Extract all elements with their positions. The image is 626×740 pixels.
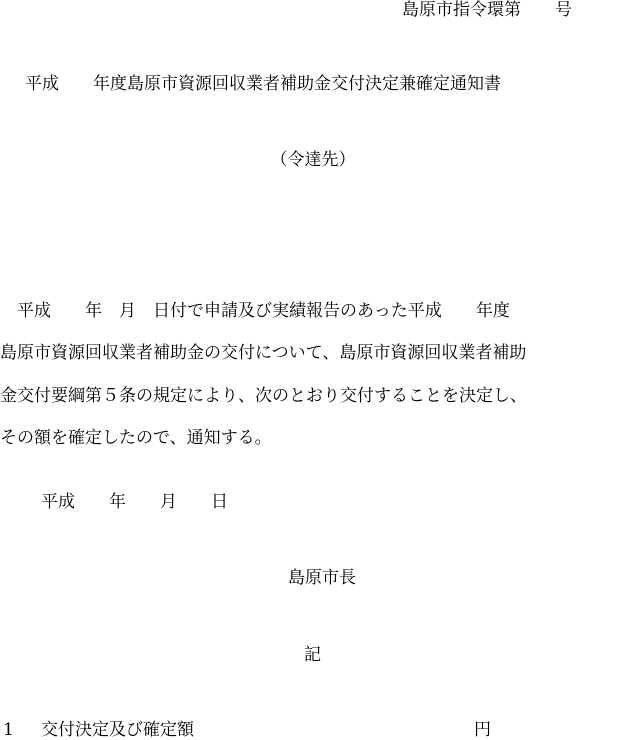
body-line-3: 金交付要綱第５条の規定により、次のとおり交付することを決定し、 (0, 385, 527, 406)
item-unit: 円 (474, 720, 491, 740)
reference-number: 島原市指令環第 号 (402, 0, 572, 20)
body-line-2: 島原市資源回収業者補助金の交付について、島原市資源回収業者補助 (0, 343, 527, 364)
item-label: 交付決定及び確定額 (41, 720, 194, 740)
item-number: 1 (3, 720, 14, 740)
issue-date: 平成 年 月 日 (41, 492, 228, 512)
body-line-4: その額を確定したので、通知する。 (0, 427, 272, 448)
signer-name: 島原市長 (288, 568, 356, 588)
ki-heading: 記 (304, 645, 321, 665)
body-line-1: 平成 年 月 日付で申請及び実績報告のあった平成 年度 (0, 301, 510, 321)
body-paragraph (0, 303, 626, 472)
document-title: 平成 年度島原市資源回収業者補助金交付決定兼確定通知書 (25, 74, 501, 94)
recipient-label: （令達先） (270, 150, 356, 170)
